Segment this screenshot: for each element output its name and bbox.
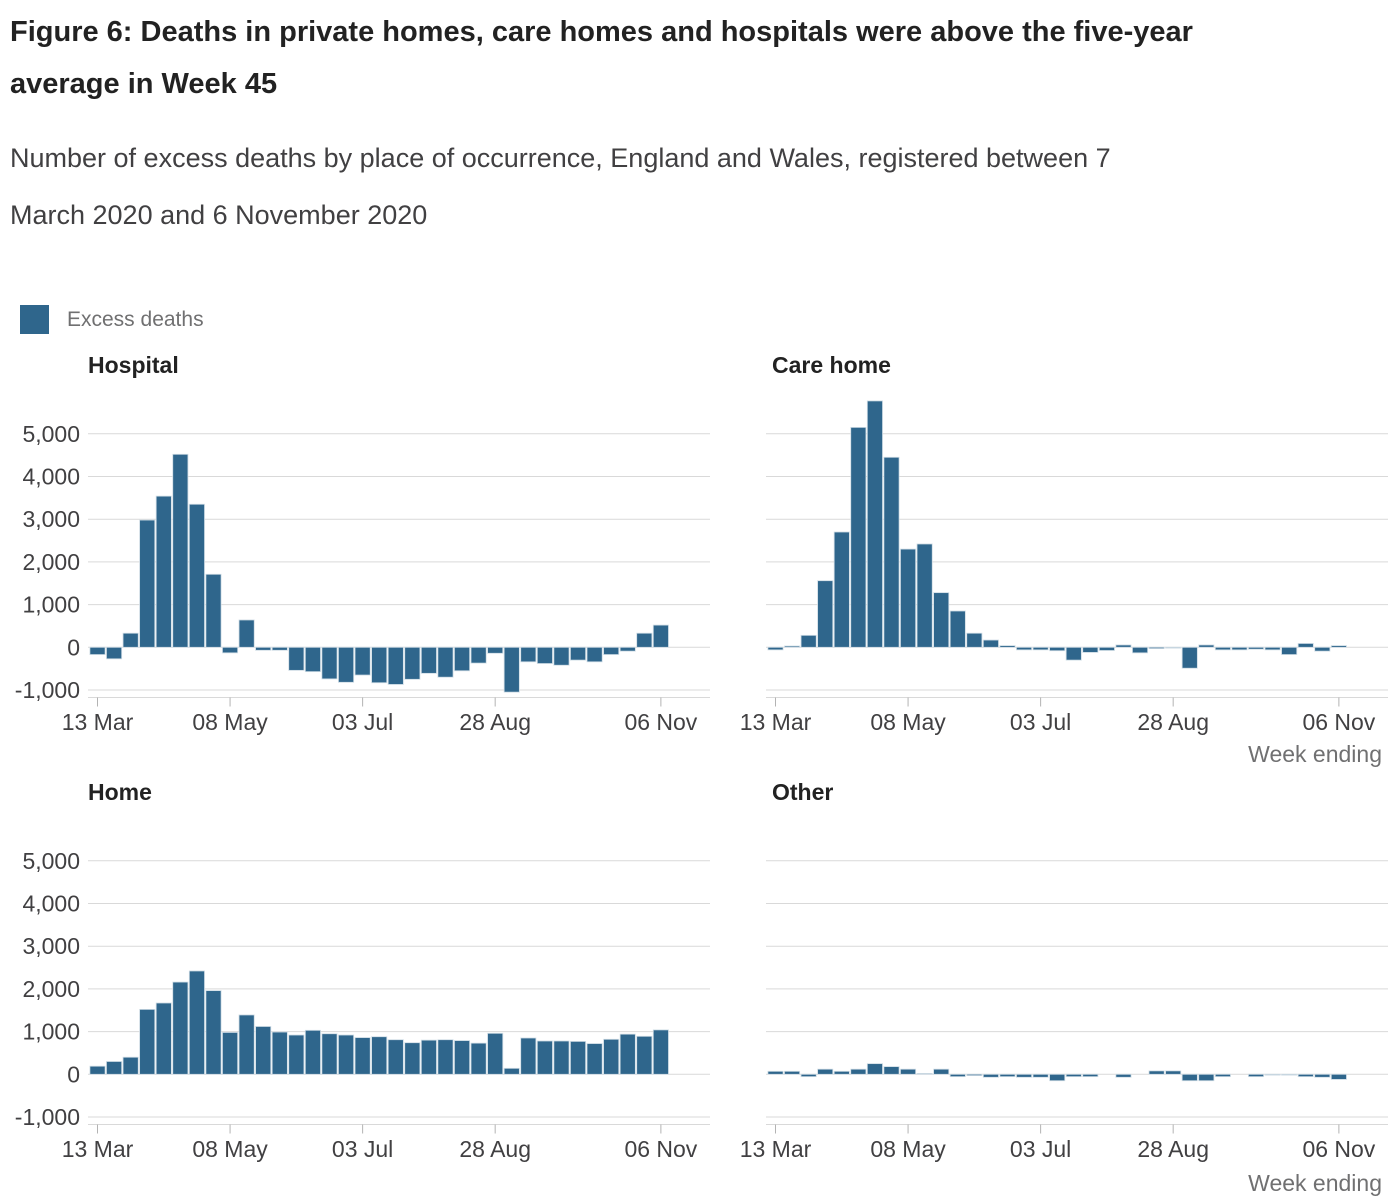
bar-care-home-19-jun xyxy=(1000,646,1015,648)
bar-home-02-oct xyxy=(570,1041,585,1074)
bar-home-03-jul xyxy=(355,1038,370,1075)
bar-hospital-01-may xyxy=(206,574,221,647)
y-tick-label: 2,000 xyxy=(22,548,80,575)
bar-hospital-20-mar xyxy=(106,647,121,659)
x-tick-label: 06 Nov xyxy=(624,1136,698,1162)
x-tick-label: 28 Aug xyxy=(459,1136,532,1162)
bar-home-14-aug xyxy=(454,1041,469,1075)
bar-hospital-22-may xyxy=(256,647,271,650)
y-tick-label: -1,000 xyxy=(14,1104,80,1130)
bar-home-19-jun xyxy=(322,1034,337,1075)
bar-other-18-sep xyxy=(1215,1074,1230,1076)
x-tick-label: 13 Mar xyxy=(739,1136,812,1162)
x-tick-label: 13 Mar xyxy=(61,709,134,735)
x-tick-label: 03 Jul xyxy=(331,1136,394,1162)
bar-home-28-aug xyxy=(488,1033,503,1074)
bar-other-22-may xyxy=(934,1069,949,1074)
bar-hospital-17-apr xyxy=(173,454,188,647)
bar-hospital-02-oct xyxy=(570,647,585,660)
bar-home-11-sep xyxy=(521,1038,536,1074)
bar-hospital-25-sep xyxy=(554,647,569,665)
bar-care-home-17-jul xyxy=(1066,647,1081,660)
bar-other-19-jun xyxy=(1000,1074,1015,1076)
bar-hospital-10-jul xyxy=(372,647,387,682)
y-tick-label: 4,000 xyxy=(22,463,80,490)
x-tick-label: 08 May xyxy=(870,709,946,735)
bar-care-home-10-jul xyxy=(1050,647,1065,650)
bar-care-home-12-jun xyxy=(983,640,998,647)
bar-other-10-jul xyxy=(1050,1074,1065,1080)
bar-care-home-13-mar xyxy=(768,647,783,650)
figure-title-line2: average in Week 45 xyxy=(10,68,278,100)
bar-care-home-01-may xyxy=(884,457,899,647)
chart-panel-other xyxy=(678,817,1396,1197)
bar-care-home-03-jul xyxy=(1033,647,1048,650)
bar-care-home-11-sep xyxy=(1199,645,1214,647)
bar-other-26-jun xyxy=(1016,1074,1031,1077)
y-tick-label: -1,000 xyxy=(14,677,80,703)
bar-hospital-16-oct xyxy=(604,647,619,654)
bar-care-home-06-nov xyxy=(1331,646,1346,648)
bar-other-03-jul xyxy=(1033,1074,1048,1077)
bar-other-13-mar xyxy=(768,1071,783,1074)
bar-home-06-nov xyxy=(653,1030,668,1074)
bar-other-11-sep xyxy=(1199,1074,1214,1080)
bar-care-home-04-sep xyxy=(1182,647,1197,668)
bar-hospital-03-apr xyxy=(140,520,155,647)
bar-hospital-24-apr xyxy=(189,504,204,647)
bar-hospital-23-oct xyxy=(620,647,635,651)
y-tick-label: 5,000 xyxy=(22,420,80,447)
bar-home-10-apr xyxy=(156,1003,171,1074)
bar-other-27-mar xyxy=(801,1074,816,1076)
bar-other-10-apr xyxy=(834,1071,849,1074)
bar-hospital-15-may xyxy=(239,620,254,647)
bar-other-28-aug xyxy=(1166,1071,1181,1074)
bar-other-06-nov xyxy=(1331,1074,1346,1079)
bar-home-27-mar xyxy=(123,1057,138,1074)
x-tick-label: 03 Jul xyxy=(331,709,394,735)
bar-home-22-may xyxy=(256,1026,271,1074)
y-tick-label: 3,000 xyxy=(22,506,80,533)
bar-care-home-21-aug xyxy=(1149,647,1164,648)
bar-hospital-13-mar xyxy=(90,647,105,654)
bar-other-07-aug xyxy=(1116,1074,1131,1077)
x-tick-label: 13 Mar xyxy=(61,1136,134,1162)
x-tick-label: 28 Aug xyxy=(459,709,532,735)
bar-hospital-21-aug xyxy=(471,647,486,663)
figure-subtitle-line2: March 2020 and 6 November 2020 xyxy=(10,200,428,230)
bar-other-16-oct xyxy=(1282,1074,1297,1075)
bar-care-home-31-jul xyxy=(1099,647,1114,650)
x-axis-title-top: Week ending xyxy=(1248,741,1382,767)
bar-other-17-apr xyxy=(851,1069,866,1074)
bar-other-30-oct xyxy=(1315,1074,1330,1077)
bar-home-30-oct xyxy=(637,1036,652,1074)
x-tick-label: 03 Jul xyxy=(1009,1136,1072,1162)
bar-other-20-mar xyxy=(784,1071,799,1074)
bar-care-home-10-apr xyxy=(834,532,849,647)
bar-hospital-18-sep xyxy=(537,647,552,663)
bar-other-08-may xyxy=(900,1069,915,1074)
bar-home-12-jun xyxy=(305,1030,320,1074)
bar-care-home-02-oct xyxy=(1248,647,1263,649)
bar-home-16-oct xyxy=(604,1039,619,1074)
bar-hospital-17-jul xyxy=(388,647,403,684)
bar-other-05-jun xyxy=(967,1074,982,1075)
chart-panel-care-home xyxy=(678,390,1396,770)
chart-panel-hospital xyxy=(0,390,718,770)
bar-home-01-may xyxy=(206,991,221,1075)
bar-hospital-29-may xyxy=(272,647,287,650)
bar-hospital-27-mar xyxy=(123,633,138,647)
bar-other-17-jul xyxy=(1066,1074,1081,1076)
panel-title-other: Other xyxy=(772,779,834,805)
bar-home-07-aug xyxy=(438,1040,453,1075)
bar-home-13-mar xyxy=(90,1066,105,1074)
bar-other-04-sep xyxy=(1182,1074,1197,1080)
bar-care-home-29-may xyxy=(950,611,965,647)
chart-panel-home xyxy=(0,817,718,1197)
figure-subtitle-line1: Number of excess deaths by place of occurrence, England and Wales, registered between 7 xyxy=(10,143,1111,173)
y-tick-label: 1,000 xyxy=(22,591,80,618)
bar-hospital-14-aug xyxy=(454,647,469,670)
bar-hospital-19-jun xyxy=(322,647,337,679)
bar-other-21-aug xyxy=(1149,1071,1164,1074)
x-tick-label: 06 Nov xyxy=(1302,709,1376,735)
bar-hospital-05-jun xyxy=(289,647,304,670)
bar-care-home-27-mar xyxy=(801,635,816,647)
x-tick-label: 13 Mar xyxy=(739,709,812,735)
bar-home-25-sep xyxy=(554,1041,569,1074)
panel-title-hospital: Hospital xyxy=(88,352,179,378)
bar-other-02-oct xyxy=(1248,1074,1263,1076)
figure-subtitle xyxy=(10,130,1390,244)
bar-home-20-mar xyxy=(106,1061,121,1074)
bar-care-home-24-apr xyxy=(867,401,882,647)
bar-hospital-04-sep xyxy=(504,647,519,692)
bar-care-home-25-sep xyxy=(1232,647,1247,650)
bar-care-home-03-apr xyxy=(818,581,833,648)
figure-title xyxy=(10,6,1390,110)
bar-home-17-apr xyxy=(173,982,188,1074)
bar-hospital-08-may xyxy=(222,647,237,653)
x-tick-label: 06 Nov xyxy=(1302,1136,1376,1162)
bar-home-31-jul xyxy=(421,1040,436,1074)
bar-hospital-11-sep xyxy=(521,647,536,662)
bar-care-home-30-oct xyxy=(1315,647,1330,651)
bar-care-home-14-aug xyxy=(1132,647,1147,653)
legend-label: Excess deaths xyxy=(67,307,204,331)
y-tick-label: 2,000 xyxy=(22,975,80,1002)
bar-hospital-07-aug xyxy=(438,647,453,677)
bar-other-09-oct xyxy=(1265,1074,1280,1075)
bar-other-23-oct xyxy=(1298,1074,1313,1076)
bar-care-home-23-oct xyxy=(1298,643,1313,647)
bar-hospital-10-apr xyxy=(156,496,171,647)
bar-care-home-17-apr xyxy=(851,427,866,647)
bar-other-03-apr xyxy=(818,1069,833,1074)
bar-other-12-jun xyxy=(983,1074,998,1077)
bar-care-home-24-jul xyxy=(1083,647,1098,652)
figure-title-line1: Figure 6: Deaths in private homes, care homes and hospitals were above the five-year xyxy=(10,16,1193,48)
x-tick-label: 28 Aug xyxy=(1137,1136,1210,1162)
bar-other-01-may xyxy=(884,1067,899,1075)
bar-hospital-03-jul xyxy=(355,647,370,675)
bar-hospital-30-oct xyxy=(637,633,652,647)
bar-care-home-26-jun xyxy=(1016,647,1031,650)
x-tick-label: 03 Jul xyxy=(1009,709,1072,735)
x-axis-title-bottom: Week ending xyxy=(1248,1170,1382,1196)
bar-home-26-jun xyxy=(338,1035,353,1074)
bar-hospital-26-jun xyxy=(338,647,353,682)
bar-home-17-jul xyxy=(388,1040,403,1075)
x-tick-label: 28 Aug xyxy=(1137,709,1210,735)
bar-care-home-20-mar xyxy=(784,646,799,647)
bar-care-home-05-jun xyxy=(967,633,982,647)
panel-title-home: Home xyxy=(88,779,152,805)
y-tick-label: 0 xyxy=(67,1061,80,1088)
bar-care-home-15-may xyxy=(917,544,932,647)
bar-other-29-may xyxy=(950,1074,965,1076)
bar-home-21-aug xyxy=(471,1043,486,1074)
bar-home-04-sep xyxy=(504,1068,519,1074)
x-tick-label: 08 May xyxy=(870,1136,946,1162)
y-tick-label: 1,000 xyxy=(22,1018,80,1045)
bar-home-29-may xyxy=(272,1032,287,1074)
bar-care-home-18-sep xyxy=(1215,647,1230,650)
legend xyxy=(20,305,204,334)
x-tick-label: 08 May xyxy=(192,1136,268,1162)
bar-hospital-06-nov xyxy=(653,625,668,647)
bar-home-18-sep xyxy=(537,1041,552,1074)
bar-care-home-22-may xyxy=(934,593,949,648)
bar-hospital-12-jun xyxy=(305,647,320,671)
bar-hospital-28-aug xyxy=(488,647,503,653)
bar-home-24-apr xyxy=(189,971,204,1074)
bar-other-24-jul xyxy=(1083,1074,1098,1076)
bar-other-24-apr xyxy=(867,1064,882,1075)
bar-care-home-16-oct xyxy=(1282,647,1297,654)
y-tick-label: 5,000 xyxy=(22,847,80,874)
bar-home-03-apr xyxy=(140,1009,155,1074)
bar-home-24-jul xyxy=(405,1043,420,1075)
bar-home-05-jun xyxy=(289,1035,304,1074)
panel-title-care-home: Care home xyxy=(772,352,891,378)
bar-hospital-09-oct xyxy=(587,647,602,662)
bar-hospital-31-jul xyxy=(421,647,436,673)
bar-home-10-jul xyxy=(372,1037,387,1075)
bar-hospital-24-jul xyxy=(405,647,420,679)
y-tick-label: 3,000 xyxy=(22,933,80,960)
bar-care-home-28-aug xyxy=(1166,647,1181,648)
y-tick-label: 0 xyxy=(67,634,80,661)
bar-care-home-08-may xyxy=(900,549,915,647)
bar-other-15-may xyxy=(917,1073,932,1074)
y-tick-label: 4,000 xyxy=(22,890,80,917)
bar-home-08-may xyxy=(222,1032,237,1074)
bar-home-09-oct xyxy=(587,1044,602,1075)
x-tick-label: 06 Nov xyxy=(624,709,698,735)
bar-home-23-oct xyxy=(620,1034,635,1074)
legend-swatch-icon xyxy=(20,305,49,334)
bar-care-home-07-aug xyxy=(1116,645,1131,647)
x-tick-label: 08 May xyxy=(192,709,268,735)
bar-care-home-09-oct xyxy=(1265,647,1280,650)
bar-home-15-may xyxy=(239,1015,254,1074)
